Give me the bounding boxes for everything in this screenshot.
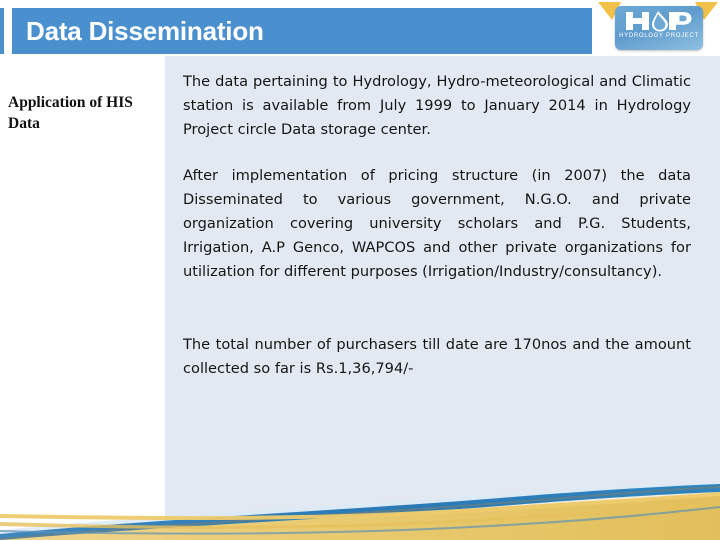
logo-caption: HYDROLOGY PROJECT xyxy=(619,33,699,39)
logo-badge xyxy=(615,6,703,50)
paragraph-1: The data pertaining to Hydrology, Hydro-meteorological and Climatic station is available from July 1999 to January 2014 in Hydrology Project circle Data storage center. xyxy=(183,73,691,138)
header-accent-bar xyxy=(0,8,4,54)
paragraph-2: After implementation of pricing structure (in 2007) the data Disseminated to various government, N.G.O. and private organization covering university scholars and P.G. Students, Irrigation, A.P Genco, WAPCOS and other private organizations for utilization for different purposes (Irrigation/Industry/consultancy). xyxy=(183,167,691,280)
side-heading: Application of HIS Data xyxy=(8,94,133,132)
header-bar xyxy=(12,8,592,54)
hp-droplet-icon xyxy=(625,9,695,33)
page-title: Data Dissemination xyxy=(26,16,264,46)
paragraph-3: The total number of purchasers till date are 170nos and the amount collected so far is Rs.1,36,794/- xyxy=(183,336,691,377)
hydrology-project-logo xyxy=(598,2,718,56)
